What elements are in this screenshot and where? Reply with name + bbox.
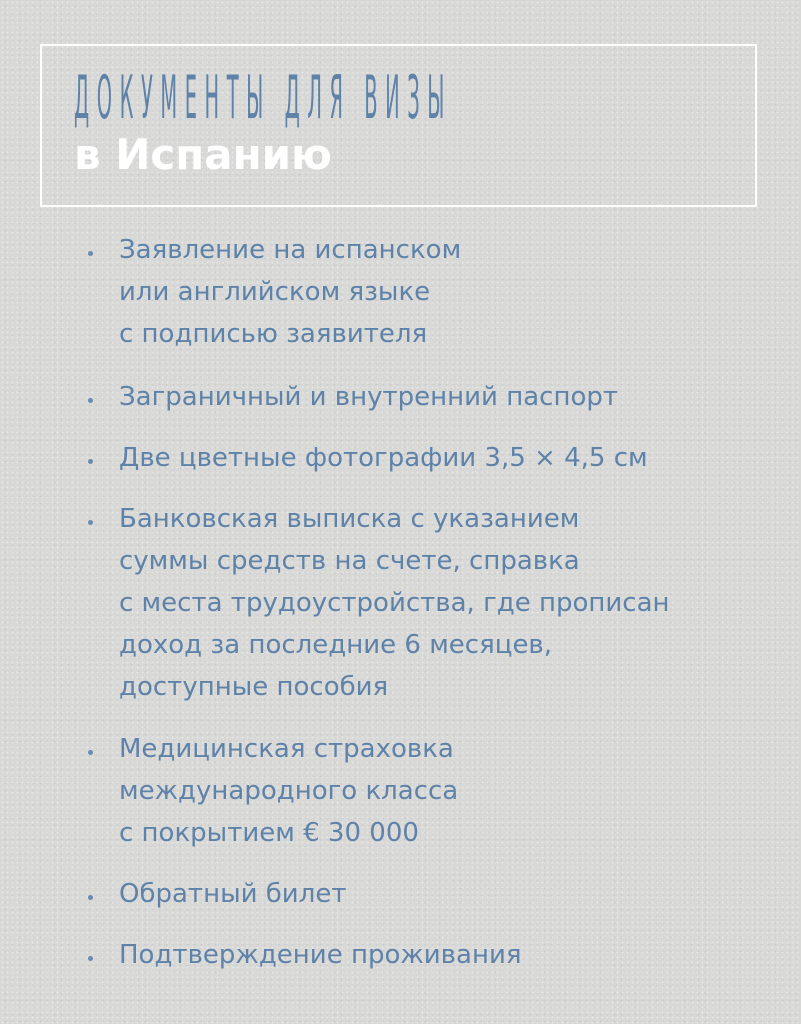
bullet-icon [88,398,93,403]
bullet-icon [88,251,93,256]
bullet-icon [88,956,93,961]
bullet-icon [88,895,93,900]
list-item-text: Заграничный и внутренний паспорт [119,382,619,412]
title-line-2: в Испанию [74,130,332,179]
bullet-icon [88,459,93,464]
list-item-text: Заявление на испанском или английском языке с подписью заявителя [119,235,462,349]
list-item-text: Две цветные фотографии 3,5 × 4,5 см [119,443,648,473]
title-line-1: ДОКУМЕНТЫ ДЛЯ ВИЗЫ [74,63,452,133]
bullet-icon [88,750,93,755]
title-box [40,44,757,207]
list-item-text: Медицинская страховка международного класса с покрытием € 30 000 [119,734,459,848]
list-item-text: Обратный билет [119,879,347,909]
list-item-text: Банковская выписка с указанием суммы средств на счете, справка с места трудоустройства, где прописан доход за последние 6 месяцев, доступные пособия [119,504,670,702]
bullet-icon [88,520,93,525]
list-item-text: Подтверждение проживания [119,940,522,970]
